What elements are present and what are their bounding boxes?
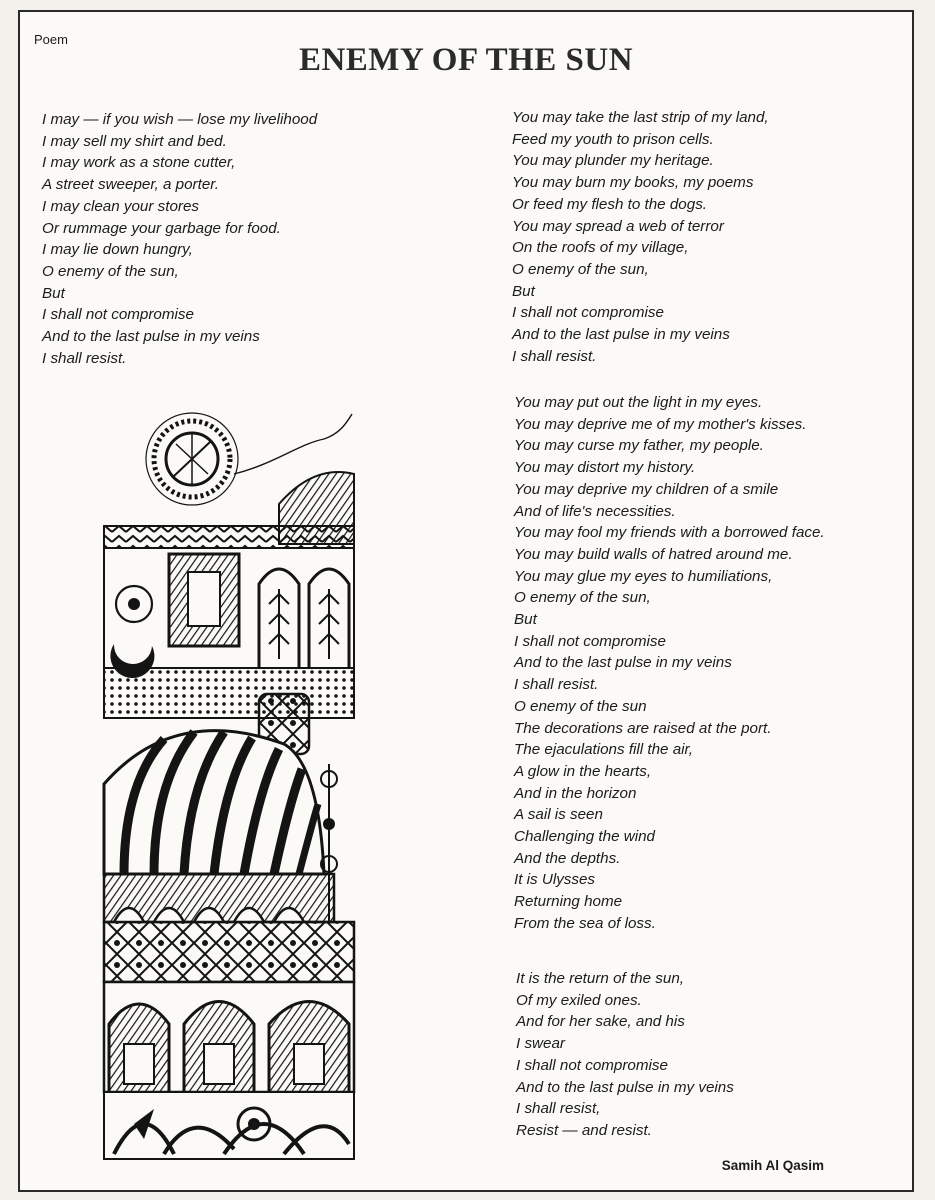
poem-line: You may distort my history. [514, 459, 696, 477]
poem-line: I may lie down hungry, [42, 241, 193, 259]
poem-line: You may put out the light in my eyes. [514, 394, 763, 411]
stanza-right-3 [516, 968, 734, 1142]
poem-line: I shall not compromise [514, 632, 666, 650]
poem-line: O enemy of the sun, [514, 589, 651, 607]
poem-line: A sail is seen [514, 806, 603, 824]
poem-line: O enemy of the sun [514, 697, 647, 715]
jerusalem-dome-illustration-icon [84, 404, 384, 1164]
poem-line: I may sell my shirt and bed. [42, 132, 227, 150]
poem-line: Resist — and resist. [516, 1121, 652, 1139]
poem-line: And of life's necessities. [514, 502, 676, 520]
poem-line: You may glue my eyes to humiliations, [514, 567, 773, 585]
poem-line: The decorations are raised at the port. [514, 719, 772, 737]
poem-line: A glow in the hearts, [514, 762, 652, 780]
section-label: Poem [34, 32, 68, 47]
poem-title: ENEMY OF THE SUN [298, 42, 634, 78]
poem-line: And to the last pulse in my veins [516, 1078, 734, 1096]
poem-line: And to the last pulse in my veins [512, 326, 730, 344]
poem-line: It is the return of the sun, [516, 970, 684, 987]
poem-line: And in the horizon [514, 784, 637, 802]
poem-line: Or rummage your garbage for food. [42, 219, 281, 237]
poem-line: You may curse my father, my people. [514, 437, 764, 455]
poem-line: I shall not compromise [512, 304, 664, 322]
poem-line: I may clean your stores [42, 197, 199, 215]
poem-line: O enemy of the sun, [42, 262, 179, 280]
author-name: Samih Al Qasim [721, 1158, 824, 1173]
poem-line: I shall not compromise [516, 1056, 668, 1074]
poem-line: I shall resist. [514, 676, 599, 694]
poem-line: You may deprive my children of a smile [514, 480, 779, 498]
poem-line: I shall not compromise [42, 306, 194, 324]
poem-line: It is Ulysses [514, 871, 596, 889]
poem-page [18, 10, 914, 1192]
poem-line: On the roofs of my village, [512, 239, 689, 257]
poem-line: From the sea of loss. [514, 914, 656, 932]
poem-line: You may fool my friends with a borrowed face. [514, 524, 825, 542]
poem-line: You may take the last strip of my land, [512, 109, 769, 126]
poem-line: I shall resist, [516, 1100, 601, 1118]
poem-line: The ejaculations fill the air, [514, 741, 693, 759]
poem-line: O enemy of the sun, [512, 260, 649, 278]
poem-line: And to the last pulse in my veins [514, 654, 732, 672]
poem-line: But [514, 611, 537, 629]
poem-line: I may — if you wish — lose my livelihood [42, 111, 318, 128]
poem-line: You may burn my books, my poems [512, 174, 754, 192]
poem-line: You may deprive me of my mother's kisses. [514, 415, 807, 433]
poem-line: Of my exiled ones. [516, 991, 642, 1009]
poem-line: I swear [516, 1035, 565, 1053]
stanza-right-2 [514, 392, 825, 935]
poem-line: Or feed my flesh to the dogs. [512, 195, 708, 213]
poem-line: And to the last pulse in my veins [42, 328, 260, 346]
stanza-right-1 [512, 107, 769, 367]
stanza-left-1 [42, 109, 317, 369]
poem-line: But [42, 284, 65, 302]
poem-line: But [512, 282, 535, 300]
poem-line: A street sweeper, a porter. [42, 176, 219, 194]
poem-line: You may build walls of hatred around me. [514, 545, 793, 563]
poem-line: I may work as a stone cutter, [42, 154, 236, 172]
poem-line: And the depths. [514, 849, 621, 867]
poem-line: I shall resist. [512, 347, 597, 365]
poem-line: You may plunder my heritage. [512, 152, 714, 170]
poem-line: Feed my youth to prison cells. [512, 130, 714, 148]
poem-line: Challenging the wind [514, 828, 656, 846]
poem-line: I shall resist. [42, 349, 127, 367]
poem-line: You may spread a web of terror [512, 217, 724, 235]
poem-line: And for her sake, and his [516, 1013, 685, 1031]
dome-icon [104, 731, 324, 874]
poem-line: Returning home [514, 893, 623, 911]
